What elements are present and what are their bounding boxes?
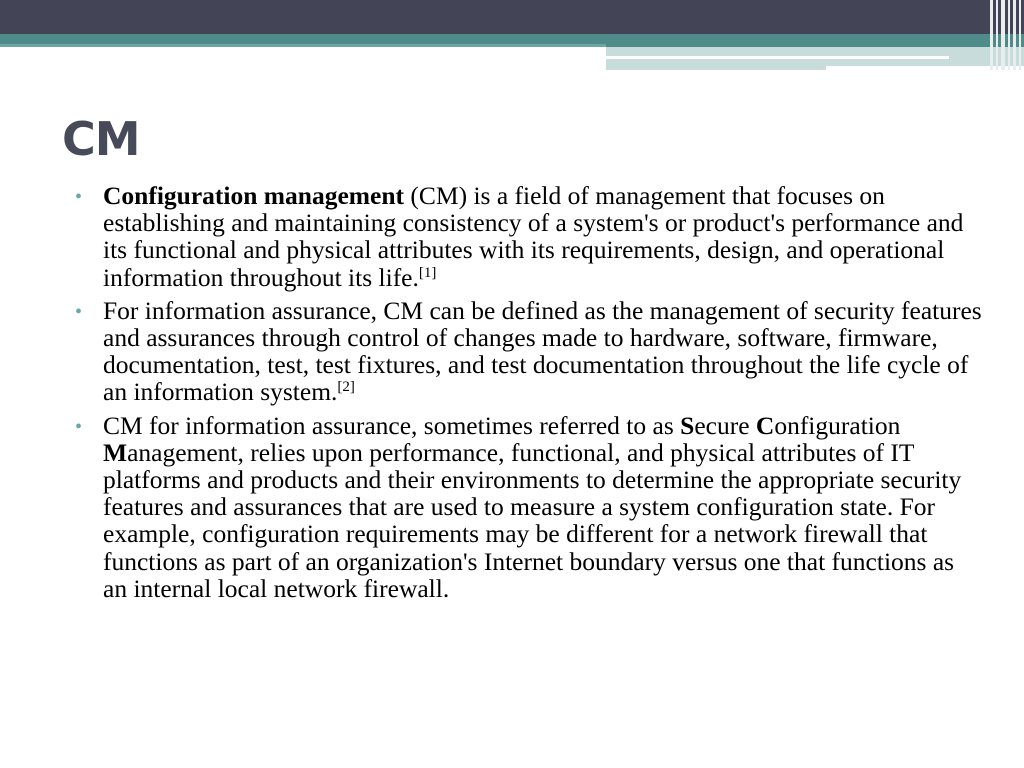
reference-link[interactable]: [2] <box>337 379 355 396</box>
bullet-dot-icon: • <box>75 186 83 208</box>
bold-letter: M <box>103 437 128 467</box>
bullet-item <box>75 181 983 292</box>
decorative-line <box>606 56 949 59</box>
bold-term: Configuration management <box>103 181 405 210</box>
bullet-text: ecure <box>694 410 756 440</box>
bullet-text: anagement, relies upon performance, functional, and physical attributes of IT platforms and products and their environments to determine the appropriate security features and assurances that are used to measure a system configuration state. For example, configuration requirements may be different for a network firewall that functions as part of an organization's Internet boundary versus one that functions as an internal local network firewall. <box>103 437 962 603</box>
bullet-dot-icon: • <box>75 300 83 323</box>
decorative-stripes <box>990 0 1024 70</box>
bullet-text: CM for information assurance, sometimes referred to as <box>103 410 681 440</box>
bullet-item <box>75 295 983 407</box>
slide-title: CM <box>62 112 140 166</box>
accent-band-highlight <box>0 44 606 47</box>
header-band <box>0 0 1024 34</box>
bold-letter: C <box>755 410 775 440</box>
reference-link[interactable]: [1] <box>418 264 437 281</box>
bullet-text: (CM) is a field of management that focuses on establishing and maintaining consistency of a system's or product's performance and its functional and physical attributes with its requirements, design, and operational information throughout its life. <box>103 181 964 292</box>
bullet-text: onfiguration <box>774 410 901 440</box>
bullet-item <box>75 410 983 603</box>
bullet-text: For information assurance, CM can be defined as the management of security features and assurances through control of changes made to hardware, software, firmware, documentation, test, test fixtures, and test documentation throughout the life cycle of an information system. <box>103 295 982 407</box>
bullet-list <box>75 181 983 608</box>
bold-letter: S <box>680 410 695 440</box>
bullet-dot-icon: • <box>75 415 83 438</box>
